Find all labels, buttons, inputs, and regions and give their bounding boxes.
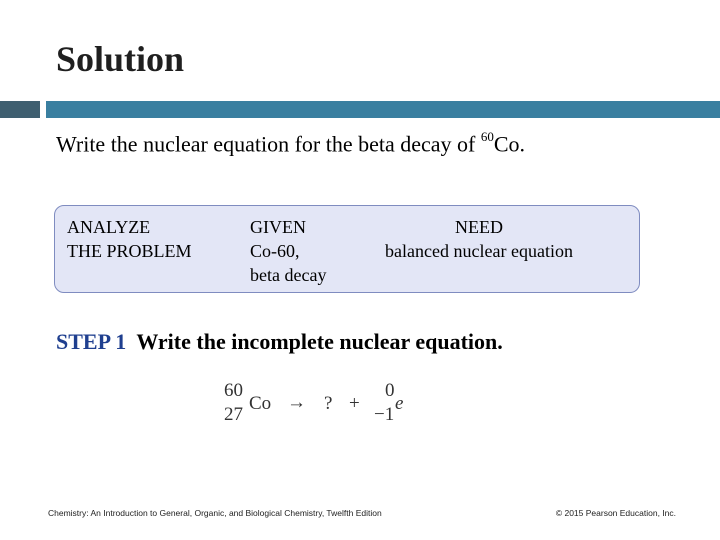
given-line1: Co-60, <box>250 241 300 261</box>
step-text: Write the incomplete nuclear equation. <box>136 329 503 354</box>
reaction-arrow: → <box>287 392 306 413</box>
prompt-text: Write the nuclear equation for the beta decay of <box>56 131 481 157</box>
plus-sign: + <box>349 393 360 414</box>
header-bar <box>46 101 720 118</box>
header-bar-left <box>0 101 40 118</box>
beta-charge: −1 <box>374 404 395 425</box>
beta-mass-number: 0 <box>385 380 395 401</box>
analyze-heading <box>67 215 192 263</box>
unknown-product: ? <box>324 393 333 414</box>
need-line1: balanced nuclear equation <box>385 241 573 261</box>
analyze-problem-box <box>54 205 640 293</box>
slide-title: Solution <box>56 39 185 79</box>
problem-prompt <box>56 131 525 157</box>
beta-symbol: e <box>395 393 404 414</box>
reactant-atomic-number: 27 <box>224 404 243 425</box>
given-line2: beta decay <box>250 265 327 285</box>
given-heading: GIVEN <box>250 217 306 237</box>
prompt-symbol: Co. <box>493 131 526 157</box>
prompt-mass-number: 60 <box>480 129 494 144</box>
step-instruction <box>56 329 503 355</box>
footer-copyright: © 2015 Pearson Education, Inc. <box>555 508 676 518</box>
need-column <box>375 215 583 263</box>
analyze-heading-line1: ANALYZE <box>67 217 151 237</box>
reactant-symbol: Co <box>249 393 272 414</box>
analyze-heading-line2: THE PROBLEM <box>67 241 192 261</box>
footer-citation: Chemistry: An Introduction to General, Organic, and Biological Chemistry, Twelfth Edition <box>48 508 382 518</box>
reactant-mass-number: 60 <box>224 380 243 401</box>
need-heading: NEED <box>455 217 503 237</box>
given-column <box>250 215 326 287</box>
step-number: STEP 1 <box>56 329 127 354</box>
nuclear-equation <box>224 380 424 432</box>
